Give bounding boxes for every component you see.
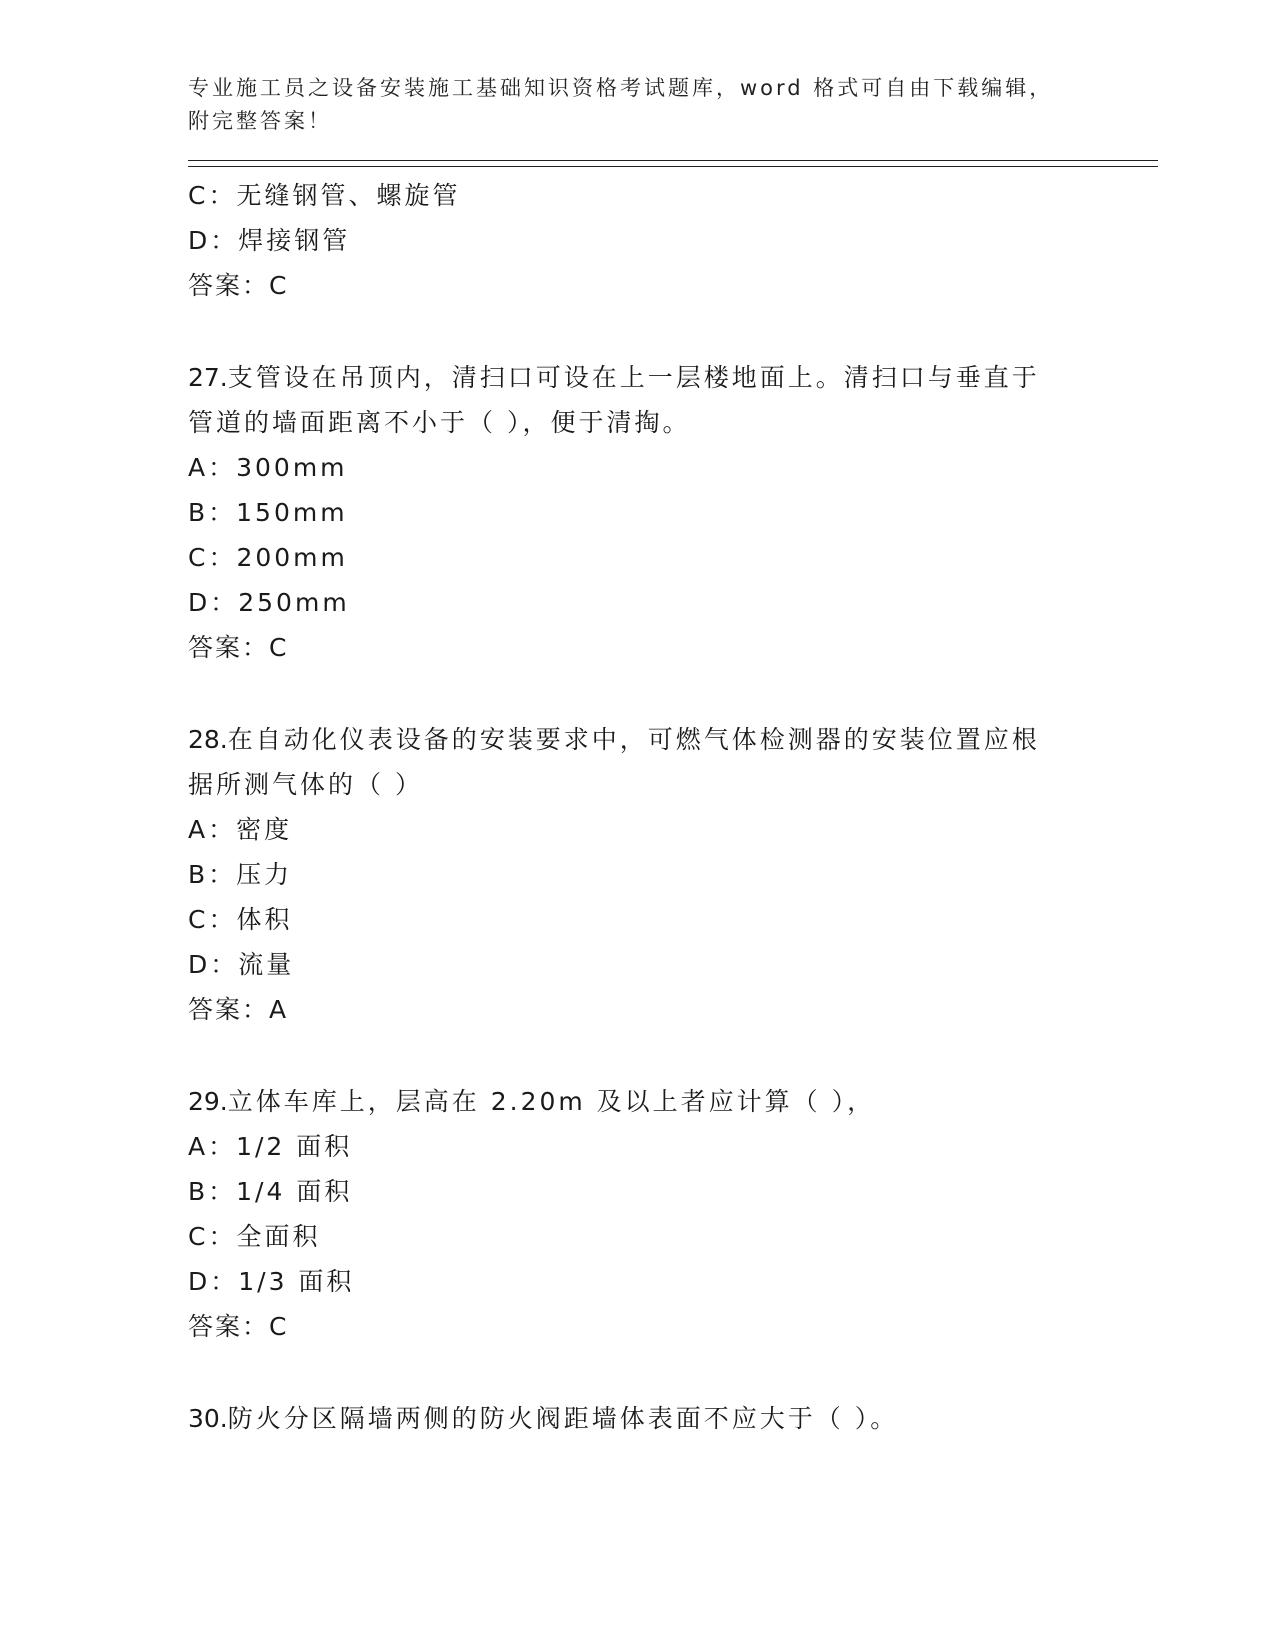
option-c: C：全面积 [188, 1222, 321, 1251]
option-b: B：压力 [188, 860, 293, 889]
option-d: D：250mm [188, 588, 350, 617]
option-a: A：300mm [188, 453, 348, 482]
question-29 [188, 1079, 1158, 1349]
question-stem: 28.在自动化仪表设备的安装要求中，可燃气体检测器的安装位置应根 [188, 725, 1040, 754]
header-divider [188, 160, 1158, 167]
answer-line: 答案：C [188, 271, 289, 300]
header-line-1: 专业施工员之设备安装施工基础知识资格考试题库，word 格式可自由下载编辑， [188, 76, 1054, 100]
question-number: 30. [188, 1404, 228, 1433]
option-a: A：密度 [188, 815, 293, 844]
answer-line: 答案：C [188, 1312, 289, 1341]
option-b: B：1/4 面积 [188, 1177, 353, 1206]
question-stem-continued: 管道的墙面距离不小于（ ），便于清掏。 [188, 408, 691, 437]
document-header [188, 72, 1158, 138]
question-28 [188, 717, 1158, 1032]
question-stem: 30.防火分区隔墙两侧的防火阀距墙体表面不应大于（ ）。 [188, 1404, 899, 1433]
header-line-2: 附完整答案！ [188, 109, 332, 133]
question-number: 27. [188, 363, 228, 392]
question-number: 28. [188, 725, 228, 754]
question-27 [188, 355, 1158, 670]
question-26-continued [188, 173, 1158, 308]
option-d: D：1/3 面积 [188, 1267, 355, 1296]
answer-line: 答案：A [188, 995, 289, 1024]
answer-line: 答案：C [188, 633, 289, 662]
question-30 [188, 1396, 1158, 1441]
option-d: D：焊接钢管 [188, 226, 351, 255]
question-stem: 29.立体车库上，层高在 2.20m 及以上者应计算（ ）， [188, 1087, 876, 1116]
option-c: C：体积 [188, 905, 293, 934]
question-content [188, 173, 1158, 1441]
question-stem: 27.支管设在吊顶内，清扫口可设在上一层楼地面上。清扫口与垂直于 [188, 363, 1040, 392]
option-d: D：流量 [188, 950, 295, 979]
question-stem-continued: 据所测气体的（ ） [188, 770, 423, 799]
option-c: C：200mm [188, 543, 348, 572]
document-page [188, 72, 1158, 1441]
option-a: A：1/2 面积 [188, 1132, 353, 1161]
option-c: C：无缝钢管、螺旋管 [188, 181, 461, 210]
question-number: 29. [188, 1087, 228, 1116]
option-b: B：150mm [188, 498, 348, 527]
